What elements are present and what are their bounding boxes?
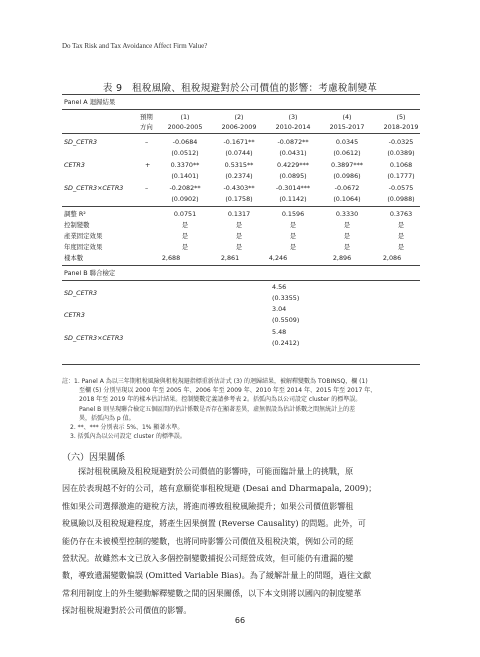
stat-cell: 是 [343,243,351,251]
se-cell: (0.1401) [171,172,199,180]
stat-cell: 是 [235,243,243,251]
coef-cell: 0.3370** [170,161,200,169]
expected-sign: – [145,138,149,146]
stat-cell: 0.3330 [335,210,359,218]
column-period: 2006-2009 [221,123,257,131]
body-line: 能仍存在未被模型控制的變數，也將同時影響公司價值及租稅決策，例如公司的經 [62,535,354,546]
body-line: 營狀況。故雖然本文已放入多個控制變數捕捉公司經營成效，但可能仍有遺漏的變 [62,553,354,564]
stat-cell: 0.0751 [173,210,197,218]
se-cell: (0.0612) [333,149,361,157]
stat-cell: 是 [289,232,297,240]
coef-cell: -0.2082** [169,184,201,192]
joint-test-label: CETR3 [64,311,85,319]
expected-sign: + [145,161,151,169]
panel-a-end-rule [62,265,420,266]
body-line: 探討租稅規避對於公司價值的影響。 [62,605,192,616]
column-number: (4) [342,113,352,121]
se-cell: (0.0902) [171,195,199,203]
coef-cell: 0.4229*** [277,161,309,169]
joint-test-stat: 5.48 [272,328,287,336]
body-line: 因在於表現越不好的公司，越有意願從事租稅規避 (Desai and Dharmapala, 2009)； [62,483,377,494]
stat-label: 調整 R² [64,210,86,218]
stat-cell: 是 [181,221,189,229]
se-cell: (0.0988) [387,195,415,203]
row-label: CETR3 [64,161,85,169]
stat-cell: 2,086 [382,254,402,262]
coef-cell: -0.3014*** [275,184,311,192]
stat-cell: 2,861 [220,254,240,262]
coef-cell: 0.1068 [389,161,413,169]
column-period: 2018-2019 [383,123,419,131]
se-cell: (0.0389) [387,149,415,157]
coef-cell: 0.3897*** [331,161,363,169]
row-label: SD_CETR3×CETR3 [64,184,124,192]
coef-cell: 0.0345 [335,138,359,146]
page-number: 66 [234,616,246,625]
table-notes [62,377,422,441]
column-period: 2000-2005 [167,123,203,131]
note-line: 異，括弧內為 p 值。 [79,414,135,422]
column-number: (1) [180,113,190,121]
panel-a-title: Panel A 迴歸結果 [64,98,116,106]
section-heading: （六）因果關係 [62,453,126,463]
stat-cell: 是 [289,243,297,251]
panel-a-rule [62,109,420,110]
note-line: 註：1. Panel A 為以三年期租稅風險與租稅規避指標重新估計式 (3) 的迴歸結果，被解釋變數為 TOBINSQ，欄 (1) [62,378,368,385]
coef-cell: -0.0684 [172,138,198,146]
sign-header-1: 預期 [140,113,153,121]
stat-cell: 4,246 [268,254,288,262]
coef-cell: -0.0325 [388,138,414,146]
coef-cell: -0.0872** [277,138,309,146]
coef-cell: -0.0672 [334,184,360,192]
note-line: 3. 括弧內為以公司設定 cluster 的標準誤。 [70,433,186,441]
body-line: 常利用制度上的外生變動解釋變數之間的因果關係，以下本文則將以國內的制度變革 [62,587,362,598]
joint-test-stat: 3.04 [272,305,287,313]
coef-end-rule [62,206,420,207]
joint-test-p: (0.5509) [272,316,300,324]
se-cell: (0.0895) [279,172,307,180]
sign-header-2: 方向 [140,123,153,131]
stat-cell: 是 [343,232,351,240]
coef-cell: -0.4303** [223,184,255,192]
stat-label: 樣本數 [64,254,84,262]
stat-cell: 0.1596 [281,210,305,218]
table-caption: 表 9 租稅風險、租稅規避對於公司價值的影響：考慮稅制變革 [102,83,378,94]
column-number: (2) [234,113,244,121]
stat-cell: 是 [235,232,243,240]
body-paragraph [62,463,420,620]
stat-cell: 是 [181,243,189,251]
note-line: Panel B 則呈現聯合檢定五個區間的估計係數是否存在顯著差異，虛無假設為估計係數之間無統計上的差 [79,405,356,413]
coef-cell: 0.5315** [224,161,254,169]
column-number: (3) [288,113,298,121]
stat-cell: 是 [397,243,405,251]
stat-cell: 2,896 [332,254,352,262]
body-line: 探討租稅風險及租稅規避對於公司價值的影響時，可能面臨計量上的挑戰，原 [78,466,354,476]
se-cell: (0.1064) [333,195,361,203]
stat-label: 產業固定效果 [64,232,103,240]
stat-cell: 是 [397,221,405,229]
body-line: 數，導致遺漏變數偏誤 (Omitted Variable Bias)。為了緩解計量上的問題，過往文獻 [62,570,372,581]
header-rule [62,133,420,134]
se-cell: (0.0986) [333,172,361,180]
column-period: 2015-2017 [329,123,365,131]
se-cell: (0.0744) [225,149,253,157]
row-label: SD_CETR3 [64,138,98,146]
se-cell: (0.2374) [225,172,253,180]
coef-cell: -0.1671** [223,138,255,146]
panel-b-title: Panel B 聯合檢定 [64,269,116,277]
se-cell: (0.1758) [225,195,253,203]
joint-test-stat: 4.56 [272,283,287,291]
note-line: 2. **、*** 分別表示 5%、1% 顯著水準。 [70,424,184,432]
stat-label: 年度固定效果 [64,243,103,251]
expected-sign: – [145,184,149,192]
coef-cell: -0.0575 [388,184,414,192]
se-cell: (0.0512) [171,149,199,157]
stat-cell: 是 [289,221,297,229]
joint-test-label: SD_CETR3×CETR3 [64,334,124,342]
body-line: 稅風險以及租稅規避程度，將產生因果倒置 (Reverse Causality) 的問題。此外，可 [62,518,366,529]
stat-cell: 2,688 [161,254,181,262]
se-cell: (0.1777) [387,172,415,180]
stat-cell: 0.1317 [227,210,251,218]
body-line: 惟如果公司選擇激進的避稅方法，將進而導致租稅風險提升；如果公司價值影響租 [62,500,354,511]
stat-cell: 是 [235,221,243,229]
note-line: 至欄 (5) 分別呈現以 2000 年至 2005 年、2006 年至 2009 年、2010 年至 2014 年、2015 年至 2017 年、 [79,387,377,395]
stat-label: 控制變數 [64,221,90,229]
panel-b-rule [62,280,420,281]
se-cell: (0.0431) [279,149,307,157]
stat-cell: 0.3763 [389,210,413,218]
running-head: Do Tax Risk and Tax Avoidance Affect Firm Value? [62,42,208,50]
column-number: (5) [396,113,406,121]
joint-test-p: (0.2412) [272,339,300,347]
note-line: 2018 年至 2019 年的樣本估計結果。控制變數定義請參考表 2。括弧內為以公司設定 cluster 的標準誤。 [79,396,362,404]
table-bottom-rule [62,364,420,365]
se-cell: (0.1142) [279,195,307,203]
joint-test-label: SD_CETR3 [64,289,98,297]
stat-cell: 是 [397,232,405,240]
joint-test-p: (0.3355) [272,294,300,302]
stat-cell: 是 [181,232,189,240]
table-top-rule [62,94,420,95]
stat-cell: 是 [343,221,351,229]
column-period: 2010-2014 [275,123,311,131]
